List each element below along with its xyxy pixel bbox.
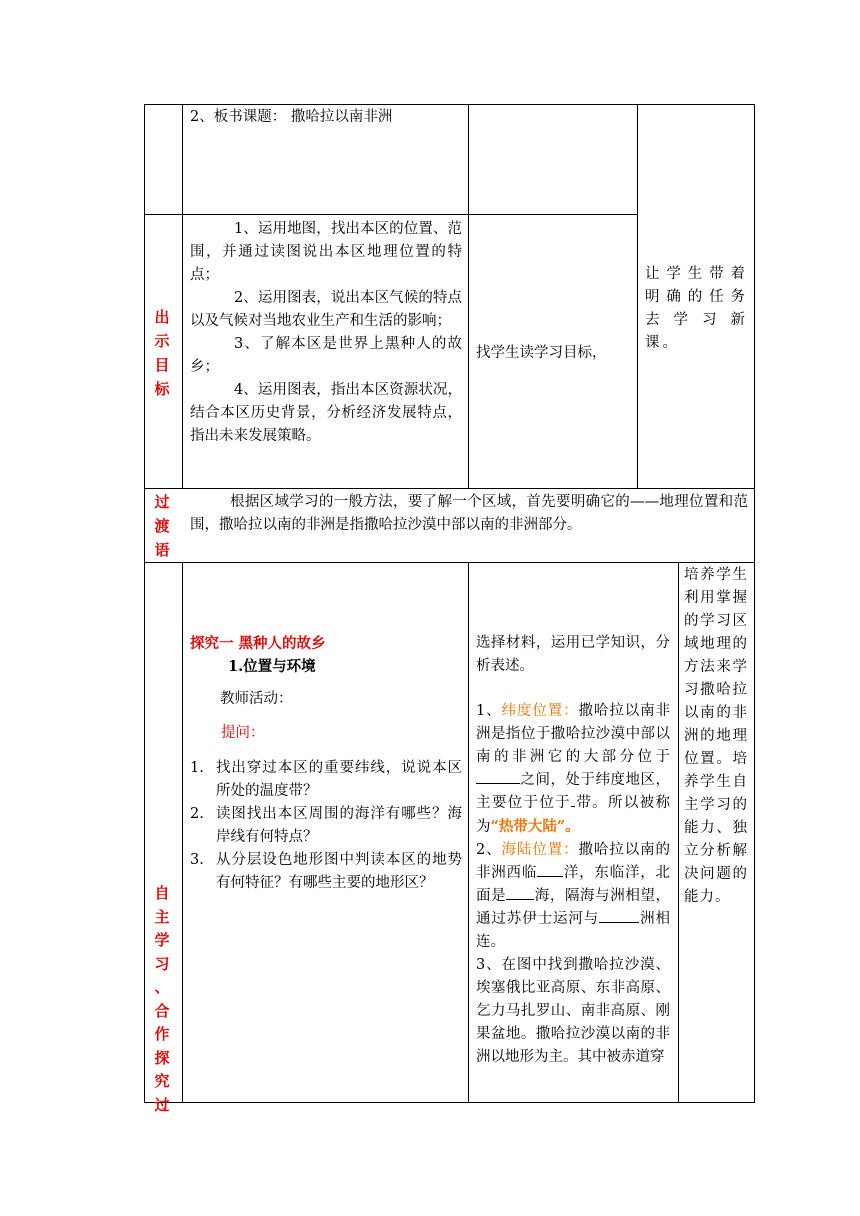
table-border — [144, 104, 755, 105]
fill-blank — [599, 908, 639, 923]
transition-text: 根据区域学习的一般方法，要了解一个区域，首先要明确它的——地理位置和范围，撒哈拉以南的非洲是指撒哈拉沙漠中部以南的非洲部分。 — [190, 494, 748, 533]
latitude-position: 1、纬度位置：撒哈拉以南非洲是指位于撒哈拉沙漠中部以南的非洲它的大部分位于之间，处于纬度地区，主要位于位于 带。所以被称为“热带大陆”。 — [476, 703, 671, 835]
fill-blank — [506, 885, 534, 900]
goal-item: 4、运用图表，指出本区资源状况，结合本区历史背景，分析经济发展特点，指出未来发展策略。 — [190, 382, 462, 444]
table-border — [182, 104, 183, 489]
goals-text — [190, 218, 462, 448]
student-answers — [476, 700, 670, 1069]
row-label-transition: 过 渡 语 — [154, 493, 170, 559]
goal-item: 3、了解本区是世界上黑种人的故乡； — [190, 336, 462, 375]
goal-item: 2、运用图表，说出本区气候的特点以及气候对当地农业生产和生活的影响； — [190, 290, 462, 329]
table-border — [754, 104, 755, 1103]
goal-item: 1、运用地图，找出本区的位置、范围，并通过读图说出本区地理位置的特点； — [190, 221, 462, 283]
design-intent-text-2: 培养学生利用掌握的学习区域地理的方法来学习撒哈拉以南的非洲的地理位置。培养学生自主学习的能力、独立分析解决问题的能力。 — [684, 567, 748, 905]
student-intro: 选择材料，运用已学知识，分析表述。 — [476, 635, 670, 674]
terrain-text: 3、在图中找到撒哈拉沙漠、埃塞俄比亚高原、东非高原、乞力马扎罗山、南非高原、刚果盆地。撒哈拉沙漠以南的非洲以地形为主。其中被赤道穿 — [476, 957, 671, 1065]
list-item: 1. 找出穿过本区的重要纬线，说说本区所处的温度带？ — [190, 760, 462, 799]
list-item: 2. 读图找出本区周围的海洋有哪些？海岸线有何特点？ — [190, 806, 462, 845]
table-border — [144, 488, 755, 489]
design-intent-text: 让学生带着明确的任务去学习新课。 — [645, 266, 748, 351]
fill-blank — [476, 769, 520, 784]
inquiry-title: 探究一 黑种人的故乡 — [190, 635, 326, 652]
student-activity-text: 找学生读学习目标， — [476, 345, 607, 361]
table-border — [144, 1102, 755, 1103]
table-border — [468, 562, 469, 1103]
table-border — [678, 562, 679, 1103]
table-border — [144, 562, 755, 563]
question-list — [190, 757, 462, 895]
table-border — [468, 104, 469, 489]
sea-land-position: 2、海陆位置：撒哈拉以南的非洲西临 洋，东临洋，北面是 海，隔海与洲相望，通过苏伊士运河与 洲相连。 — [476, 842, 671, 950]
row-label-show-goals: 出 示 目 标 — [154, 308, 170, 398]
list-item: 3. 从分层设色地形图中判读本区的地势有何特征？有哪些主要的地形区？ — [190, 852, 462, 891]
teacher-activity-label: 教师活动： — [220, 691, 293, 707]
board-title-text: 2、板书课题： 撒哈拉以南非洲 — [190, 109, 393, 125]
section-heading: 1.位置与环境 — [228, 658, 316, 675]
table-border — [182, 562, 183, 1103]
row-label-self-study: 自 主 学 习 、 合 作 探 究 过 — [154, 884, 170, 1114]
question-label: 提问： — [221, 725, 265, 741]
table-border — [144, 214, 637, 215]
table-border — [637, 104, 638, 489]
fill-blank — [537, 862, 563, 877]
